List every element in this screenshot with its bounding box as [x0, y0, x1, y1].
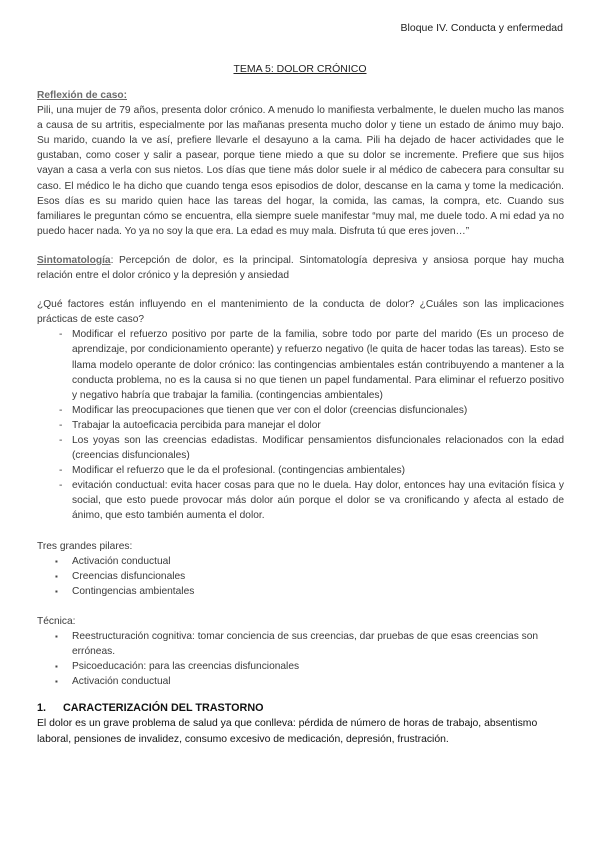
page-header: Bloque IV. Conducta y enfermedad — [400, 22, 563, 34]
reflexion-block — [37, 88, 564, 239]
list-item: - Los yoyas son las creencias edadistas. Modificar pensamientos disfuncionales relacionados con la edad (creencias disfuncionales) — [47, 433, 564, 463]
list-item: - Modificar el refuerzo que le da el profesional. (contingencias ambientales) — [47, 463, 564, 478]
question-block — [37, 297, 564, 523]
section-heading — [37, 701, 564, 716]
section-title: CARACTERIZACIÓN DEL TRASTORNO — [63, 702, 264, 715]
sintomatologia-text: : Percepción de dolor, es la principal. Sintomatología depresiva y ansiosa porque hay mucha relación entre el dolor crónico y la depresión y ansiedad — [37, 254, 564, 282]
pilares-block — [37, 539, 564, 599]
list-item: - Modificar las preocupaciones que tienen que ver con el dolor (creencias disfuncionales) — [47, 403, 564, 418]
sintomatologia-block — [37, 253, 564, 283]
list-item: ▪ Activación conductual — [47, 674, 564, 689]
section-number: 1. — [37, 702, 47, 715]
sintomatologia-heading: Sintomatología — [37, 254, 111, 266]
document-content — [37, 88, 564, 747]
list-item: - evitación conductual: evita hacer cosas para que no le duela. Hay dolor, entonces hay una evitación física y social, que esto puede provocar más dolor aún porque el dolor se va cronificando y afecta al estado de ánimo, que esto también aumenta el dolor. — [47, 478, 564, 523]
list-item: ▪ Psicoeducación: para las creencias disfuncionales — [47, 659, 564, 674]
tecnica-heading: Técnica: — [37, 615, 76, 627]
question-text: ¿Qué factores están influyendo en el mantenimiento de la conducta de dolor? ¿Cuáles son las implicaciones prácticas de este caso? — [37, 299, 564, 326]
reflexion-text: Pili, una mujer de 79 años, presenta dolor crónico. A menudo lo manifiesta verbalmente, le duelen mucho las manos a causa de su artritis, especialmente por las mañanas presenta mucho dolor y tiene un estado de ánimo muy bajo. Su marido, cuando la ve así, prefiere llevarle el desayuno a la cama. Pili ha dejado de hacer actividades que le gustaban, como coser y salir a pasear, porque tiene miedo a que su dolor se incremente. Prefiere que sus hijos vayan a casa a verla con sus nietos. Los días que tiene más dolor suele ir al médico de cabecera para consultar su caso. El médico le ha dicho que cuando tenga esos episodios de dolor, descanse en la cama y tome la medicación. Esos días es su marido quien hace las tareas del hogar, la comida, las camas, la compra, etc. Cuando sus familiares le preguntan cómo se encuentra, ella siempre suele manifestar “muy mal, me duele todo. A mi edad ya no puedo hacer nada. Yo ya no soy la que era. La edad es muy mala. Disfruta tú que eres joven…” — [37, 105, 564, 237]
pilares-heading: Tres grandes pilares: — [37, 540, 133, 552]
list-item: - Modificar el refuerzo positivo por parte de la familia, sobre todo por parte del marido (Es un proceso de aprendizaje, por condicionamiento operante) y refuerzo negativo (le quita de hacer todas las tareas). Esto se llama modelo operante de dolor crónico: las contingencias ambientales están contribuyendo a mantener a la conducta problema, no es la causa si no que tienen un papel fundamental. Para eliminar el refuerzo positivo y negativo habría que trabajar la familia. (contingencias ambientales) — [47, 327, 564, 402]
list-item: - Trabajar la autoeficacia percibida para manejar el dolor — [47, 418, 564, 433]
list-item: ▪ Contingencias ambientales — [47, 584, 564, 599]
reflexion-heading: Reflexión de caso: — [37, 90, 128, 101]
page-title: TEMA 5: DOLOR CRÓNICO — [233, 63, 367, 75]
list-item: ▪ Activación conductual — [47, 554, 564, 569]
list-item: ▪ Reestructuración cognitiva: tomar conciencia de sus creencias, dar pruebas de que esas creencias son erróneas. — [47, 629, 564, 659]
tecnica-block — [37, 614, 564, 689]
factors-list — [47, 327, 564, 523]
section-text: El dolor es un grave problema de salud ya que conlleva: pérdida de número de horas de trabajo, absentismo laboral, pensiones de invalidez, consumo excesivo de medicación, depresión, frustración. — [37, 718, 538, 745]
tecnica-list — [47, 629, 564, 689]
list-item: ▪ Creencias disfuncionales — [47, 569, 564, 584]
pilares-list — [47, 554, 564, 599]
